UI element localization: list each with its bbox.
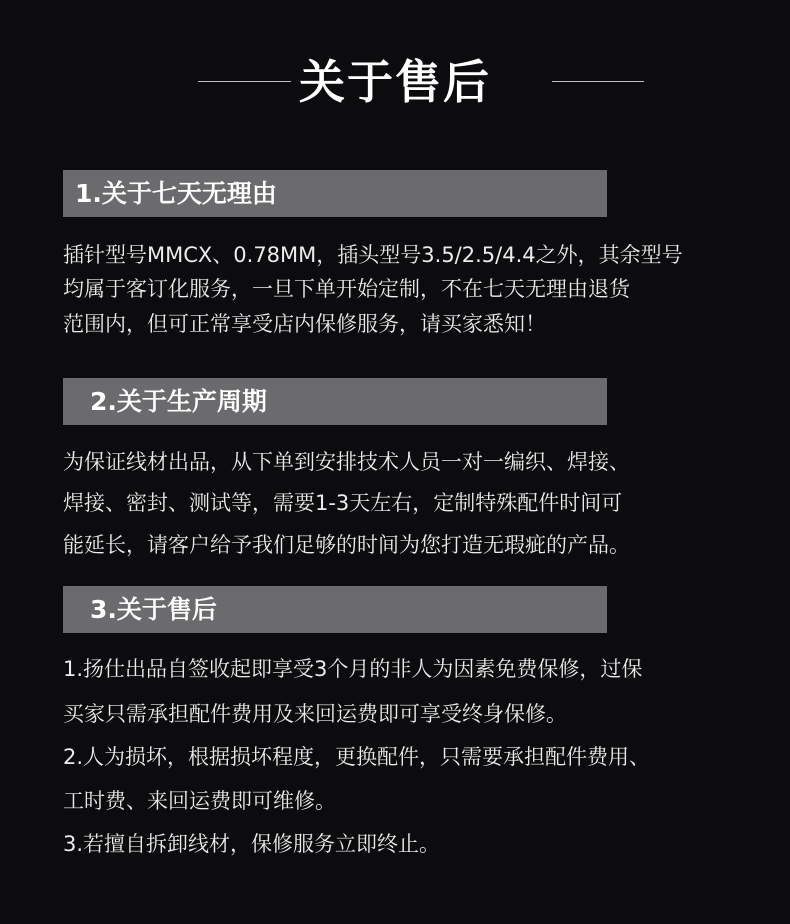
section-heading: 2.关于生产周期 xyxy=(90,387,267,416)
section-text-line: 买家只需承担配件费用及来回运费即可享受终身保修。 xyxy=(63,702,567,726)
section-text-line: 均属于客订化服务，一旦下单开始定制，不在七天无理由退货 xyxy=(63,277,630,301)
section-heading: 1.关于七天无理由 xyxy=(75,179,277,208)
section-header-after-sales xyxy=(63,586,607,633)
section-text-line: 焊接、密封、测试等，需要1-3天左右，定制特殊配件时间可 xyxy=(63,491,623,515)
section-text-line: 1.扬仕出品自签收起即享受3个月的非人为因素免费保修，过保 xyxy=(63,657,643,681)
page-title: 关于售后 xyxy=(299,55,491,109)
section-text-line: 为保证线材出品，从下单到安排技术人员一对一编织、焊接、 xyxy=(63,450,630,474)
section-text-line: 工时费、来回运费即可维修。 xyxy=(63,789,336,813)
title-divider-right xyxy=(552,81,644,82)
section-text-line: 能延长，请客户给予我们足够的时间为您打造无瑕疵的产品。 xyxy=(63,533,630,557)
section-text-line: 插针型号MMCX、0.78MM，插头型号3.5/2.5/4.4之外，其余型号 xyxy=(63,243,683,267)
page-header xyxy=(0,48,790,118)
section-text-line: 2.人为损坏，根据损坏程度，更换配件，只需要承担配件费用、 xyxy=(63,745,651,769)
section-text-line: 范围内，但可正常享受店内保修服务，请买家悉知！ xyxy=(63,312,546,336)
section-header-seven-day-return xyxy=(63,170,607,217)
section-heading: 3.关于售后 xyxy=(90,595,217,624)
section-text-line: 3.若擅自拆卸线材，保修服务立即终止。 xyxy=(63,832,441,856)
section-header-production-cycle xyxy=(63,378,607,425)
